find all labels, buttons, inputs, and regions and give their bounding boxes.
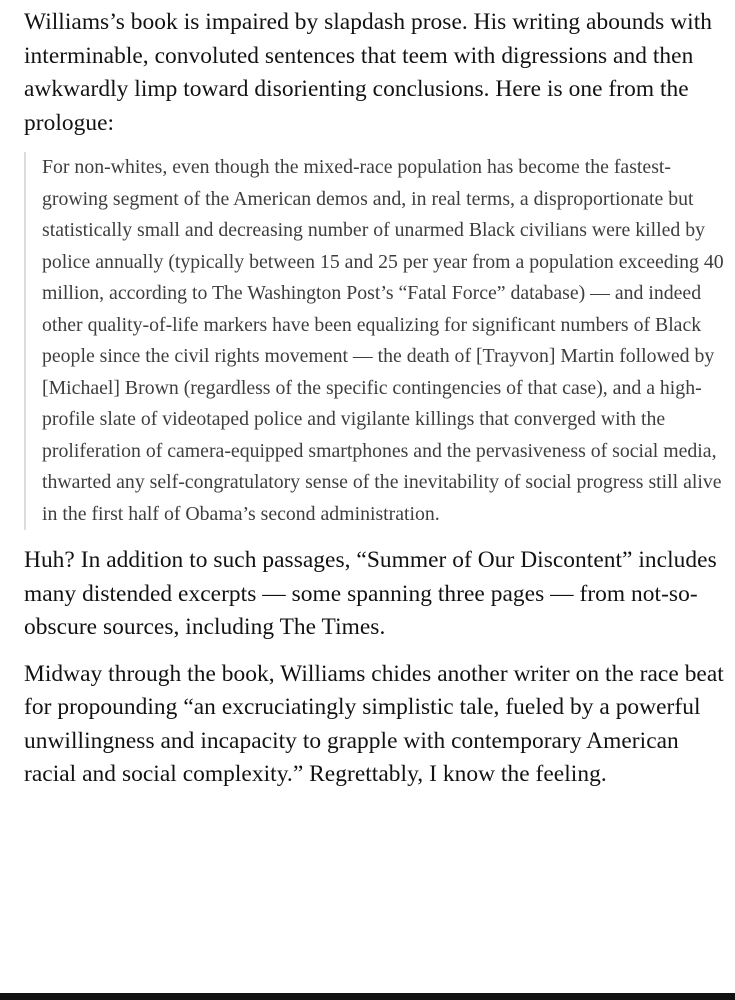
article-body (24, 6, 724, 792)
paragraph-excerpts: Huh? In addition to such passages, “Summer of Our Discontent” includes many distended excerpts — some spanning three pages — from not-so-obscure sources, including The Times. (24, 547, 717, 640)
prologue-blockquote: For non-whites, even though the mixed-race population has become the fastest-growing segment of the American demos and, in real terms, a disproportionate but statistically small and decreasing number of unarmed Black civilians were killed by police annually (typically between 15 and 25 per year from a population exceeding 40 million, according to The Washington Post’s “Fatal Force” database) — and indeed other quality-of-life markers have been equalizing for significant numbers of Black people since the civil rights movement — the death of [Trayvon] Martin followed by [Michael] Brown (regardless of the specific contingencies of that case), and a high-profile slate of videotaped police and vigilante killings that converged with the proliferation of camera-equipped smartphones and the pervasiveness of social media, thwarted any self-congratulatory sense of the inevitability of social progress still alive in the first half of Obama’s second administration. (24, 152, 724, 530)
bottom-bar (0, 993, 735, 1000)
paragraph-conclusion: Midway through the book, Williams chides another writer on the race beat for propounding “an excruciatingly simplistic tale, fueled by a powerful unwillingness and incapacity to grapple with contemporary American racial and social complexity.” Regrettably, I know the feeling. (24, 660, 724, 787)
paragraph-intro: Williams’s book is impaired by slapdash prose. His writing abounds with interminable, convoluted sentences that teem with digressions and then awkwardly limp toward disorienting conclusions. Here is one from the prologue: (24, 9, 713, 136)
